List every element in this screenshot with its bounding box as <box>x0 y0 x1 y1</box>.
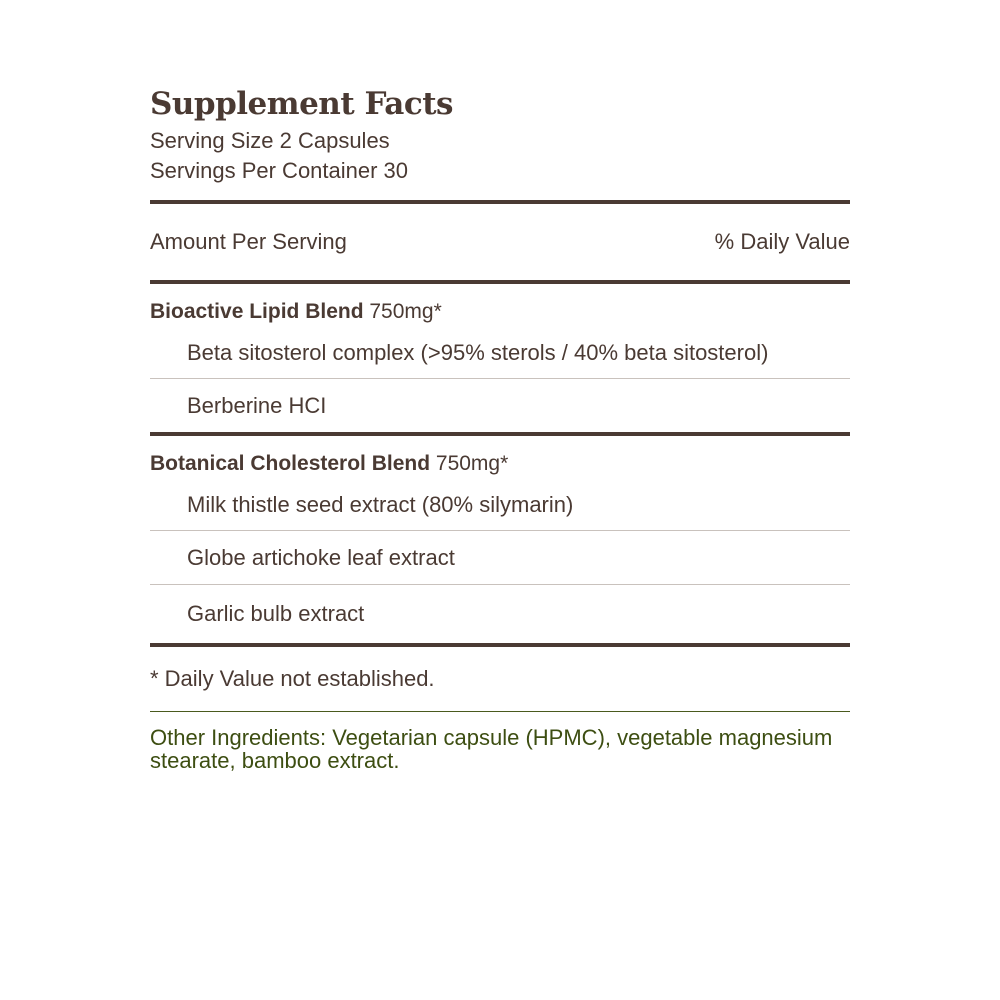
ingredient-row: Milk thistle seed extract (80% silymarin) <box>187 492 574 517</box>
daily-value-header: % Daily Value <box>714 229 850 254</box>
servings-per-container: Servings Per Container 30 <box>150 158 409 183</box>
amount-header-row <box>150 204 850 280</box>
blend-header <box>150 436 850 480</box>
blend-name: Bioactive Lipid Blend <box>150 300 364 323</box>
daily-value-footnote: * Daily Value not established. <box>150 666 435 691</box>
ingredient-row: Beta sitosterol complex (>95% sterols / 40% beta sitosterol) <box>187 340 769 365</box>
blend-name: Botanical Cholesterol Blend <box>150 452 431 475</box>
serving-size: Serving Size 2 Capsules <box>150 128 390 153</box>
ingredient-row: Berberine HCI <box>187 392 327 418</box>
other-ingredients: Other Ingredients: Vegetarian capsule (HPMC), vegetable magnesium stearate, bamboo extract. <box>150 725 833 773</box>
panel-title: Supplement Facts <box>150 86 453 122</box>
blend-amount: 750mg* <box>369 300 442 323</box>
blend-amount: 750mg* <box>435 452 509 475</box>
amount-per-serving-label: Amount Per Serving <box>150 229 347 254</box>
blend-header <box>150 284 850 328</box>
ingredient-row: Globe artichoke leaf extract <box>187 544 455 570</box>
supplement-facts-panel <box>150 84 850 772</box>
ingredient-row: Garlic bulb extract <box>187 601 365 626</box>
